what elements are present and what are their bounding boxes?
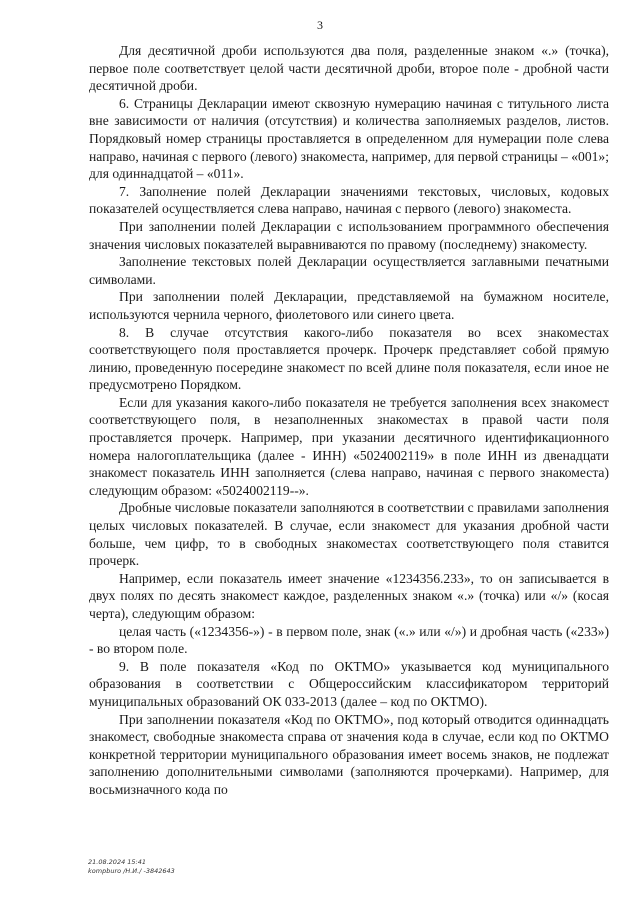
paragraph-oktmo-fill: При заполнении показателя «Код по ОКТМО», под который отводится одиннадцать знакомест, свободные знакоместа справа от значения кода в случае, если код по ОКТМО конкретной территории муниципального образования имеет восемь знаков, не подлежат заполнению дополнительными символами (заполняются прочерками). Например, для восьмизначного кода по [89, 711, 609, 797]
paragraph-fraction-result: целая часть («1234356-») - в первом поле, знак («.» или «/») и дробная часть («233») - во втором поле. [89, 623, 609, 657]
print-stamp [88, 858, 175, 876]
paragraph-9-oktmo: 9. В поле показателя «Код по ОКТМО» указывается код муниципального образования в соответствии с Общероссийским классификатором территорий муниципальных образований ОК 033-2013 (далее – код по ОКТМО). [89, 658, 609, 709]
paragraph-6-page-numbering: 6. Страницы Декларации имеют сквозную нумерацию начиная с титульного листа вне зависимости от наличия (отсутствия) и количества заполняемых разделов, листов. Порядковый номер страницы проставляется в определенном для нумерации поле слева направо, начиная с первого (левого) знакоместа, например, для первой страницы – «001»; для одиннадцатой – «011». [89, 95, 609, 182]
print-user: kompburo /Н.И./ -3842643 [88, 867, 175, 875]
print-timestamp: 21.08.2024 15:41 [88, 858, 147, 866]
paragraph-ink-colors: При заполнении полей Декларации, представляемой на бумажном носителе, используются чернила черного, фиолетового или синего цвета. [89, 289, 609, 322]
paragraph-8-dash: 8. В случае отсутствия какого-либо показателя во всех знакоместах соответствующего поля проставляется прочерк. Прочерк представляет собой прямую линию, проведенную посередине знакомест по всей длине поля показателя, если иное не предусмотрено Порядком. [89, 324, 609, 393]
paragraph-fractional-values: Дробные числовые показатели заполняются в соответствии с правилами заполнения целых числовых показателей. В случае, если знакомест для указания дробной части больше, чем цифр, то в свободных знакоместах соответствующего поля ставится прочерк. [89, 500, 609, 569]
document-body [89, 42, 609, 799]
paragraph-fraction-example: Например, если показатель имеет значение «1234356.233», то он записывается в двух полях по десять знакомест каждое, разделенных знаком «.» (точка) или «/» (косая черта), следующим образом: [89, 570, 609, 621]
paragraph-software-alignment: При заполнении полей Декларации с использованием программного обеспечения значения числовых показателей выравниваются по правому (последнему) знакоместу. [89, 218, 609, 252]
page-number: 3 [317, 18, 323, 32]
paragraph-inn-example: Если для указания какого-либо показателя не требуется заполнения всех знакомест соответствующего поля, в незаполненных знакоместах в правой части поля проставляется прочерк. Например, при указании десятичного идентификационного номера налогоплательщика (далее - ИНН) «5024002119» в поле ИНН из двенадцати знакомест показатель ИНН заполняется (слева направо, начиная с первого знакоместа) следующим образом: «5024002119--». [89, 394, 609, 498]
paragraph-7-fill-order: 7. Заполнение полей Декларации значениями текстовых, числовых, кодовых показателей осуществляется слева направо, начиная с первого (левого) знакоместа. [89, 183, 609, 217]
paragraph-capital-letters: Заполнение текстовых полей Декларации осуществляется заглавными печатными символами. [89, 254, 609, 287]
paragraph-decimal-fraction: Для десятичной дроби используются два поля, разделенные знаком «.» (точка), первое поле соответствует целой части десятичной дроби, второе поле - дробной части десятичной дроби. [89, 43, 609, 94]
